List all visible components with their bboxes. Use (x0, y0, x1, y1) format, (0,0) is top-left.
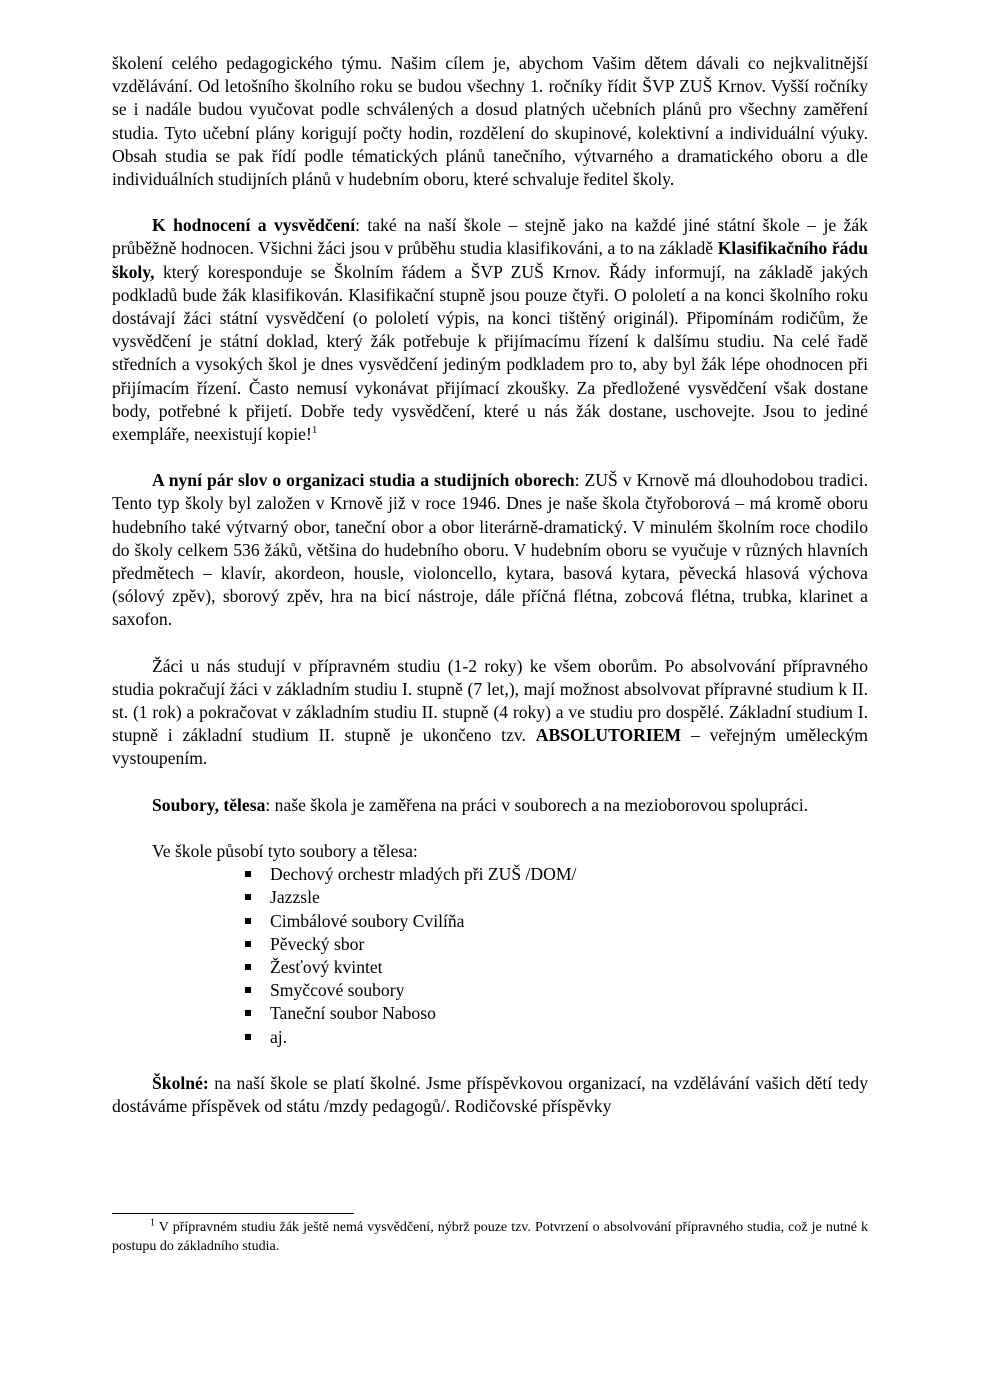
footnote-text: V přípravném studiu žák ještě nemá vysvědčení, nýbrž pouze tzv. Potvrzení o absolvování přípravného studia, což je nutné k postupu do základního studia. (112, 1220, 868, 1254)
list-item: Žesťový kvintet (242, 956, 868, 979)
footnote-marker: 1 (150, 1217, 155, 1229)
organization-text: : ZUŠ v Krnově má dlouhodobou tradici. Tento typ školy byl založen v Krnově již v roce 1946. Dnes je naše škola čtyřoborová – má kromě oboru hudebního také výtvarný obor, taneční obor a obor literárně-dramatický. V minulém školním roce chodilo do školy celkem 536 žáků, většina do hudebního oboru. V hudebním oboru se vyučuje v různých hlavních předmětech – klavír, akordeon, housle, violoncello, kytara, basová kytara, pěvecká hlasová výchova (sólový zpěv), sborový zpěv, hra na bicí nástroje, dále příčná flétna, zobcová flétna, trubka, klarinet a saxofon. (112, 470, 868, 630)
evaluation-heading: K hodnocení a vysvědčení (152, 215, 356, 236)
list-item: Dechový orchestr mladých při ZUŠ /DOM/ (242, 863, 868, 886)
organization-paragraph (112, 469, 868, 631)
ensembles-list-intro: Ve škole působí tyto soubory a tělesa: (152, 840, 418, 861)
list-item: Jazzsle (242, 886, 868, 909)
ensembles-paragraph (112, 794, 868, 817)
list-item: Taneční soubor Naboso (242, 1002, 868, 1025)
organization-heading: A nyní pár slov o organizaci studia a studijních oborech (152, 470, 575, 491)
study-text-1: Žáci u nás studují v přípravném studiu (1-2 roky) ke všem oborům. Po absolvování přípravného studia pokračují žáci v základním studiu I. stupně (7 let,), mají možnost absolvovat přípravné studium k II. st. (1 rok) a pokračovat v základním studiu II. stupně (4 roky) a ve studiu pro dospělé. Základní studium I. stupně i základní studium II. stupně je ukončeno tzv. (112, 655, 868, 746)
evaluation-paragraph (112, 214, 868, 446)
ensembles-list (112, 863, 868, 1049)
study-paragraph (112, 655, 868, 771)
list-item: Pěvecký sbor (242, 933, 868, 956)
fees-text: na naší škole se platí školné. Jsme příspěvkovou organizací, na vzdělávání vašich dětí tedy dostáváme příspěvek od státu /mzdy pedagogů/. Rodičovské příspěvky (112, 1072, 868, 1116)
intro-text: školení celého pedagogického týmu. Našim cílem je, abychom Vašim dětem dávali co nejkvalitnější vzdělávání. Od letošního školního roku se budou všechny 1. ročníky řídit ŠVP ZUŠ Krnov. Vyšší ročníky se i nadále budou vyučovat podle schválených a dosud platných učebních plánů pro všechny zaměření studia. Tyto učební plány korigují počty hodin, rozdělení do skupinové, kolektivní a individuální výuky. Obsah studia se pak řídí podle tématických plánů tanečního, výtvarného a dramatického oboru a dle individuálních studijních plánů v hudebním oboru, které schvaluje ředitel školy. (112, 53, 868, 190)
footnote (112, 1219, 868, 1256)
list-item: Smyčcové soubory (242, 979, 868, 1002)
fees-heading: Školné: (152, 1072, 209, 1093)
footnote-reference[interactable]: 1 (311, 424, 318, 437)
evaluation-bold-term: Klasifikačního řádu školy, (112, 238, 868, 282)
list-item: Cimbálové soubory Cvilíňa (242, 910, 868, 933)
absolutorium-term: ABSOLUTORIEM (535, 725, 682, 746)
evaluation-text-1: : také na naší škole – stejně jako na každé jiné státní škole – je žák průběžně hodnocen. Všichni žáci jsou v průběhu studia klasifikováni, a to na základě (112, 215, 868, 259)
list-item: aj. (242, 1026, 868, 1049)
intro-paragraph (112, 52, 868, 191)
footnote-separator (112, 1213, 354, 1214)
ensembles-text: : naše škola je zaměřena na práci v souborech a na mezioborovou spolupráci. (265, 794, 809, 815)
study-text-2: – veřejným uměleckým vystoupením. (112, 725, 868, 769)
ensembles-heading: Soubory, tělesa (152, 794, 266, 815)
document-body (112, 52, 868, 1118)
evaluation-text-2: který koresponduje se Školním řádem a ŠVP ZUŠ Krnov. Řády informují, na základě jakých podkladů bude žák klasifikován. Klasifikační stupně jsou pouze čtyři. O pololetí a na konci školního roku dostávají žáci státní vysvědčení (o pololetí výpis, na konci tištěný originál). Připomínám rodičům, že vysvědčení je státní doklad, který žák potřebuje k přijímacímu řízení k dalšímu studiu. Na celé řadě středních a vysokých škol je dnes vysvědčení jediným podkladem pro to, aby byl žák lépe ohodnocen při přijímacím řízení. Často nemusí vykonávat přijímací zkoušky. Za předložené vysvědčení však dostane body, potřebné k přijetí. Dobře tedy vysvědčení, které u nás žák dostane, uschovejte. Jsou to jediné exempláře, neexistují kopie! (112, 261, 868, 445)
fees-paragraph (112, 1072, 868, 1118)
